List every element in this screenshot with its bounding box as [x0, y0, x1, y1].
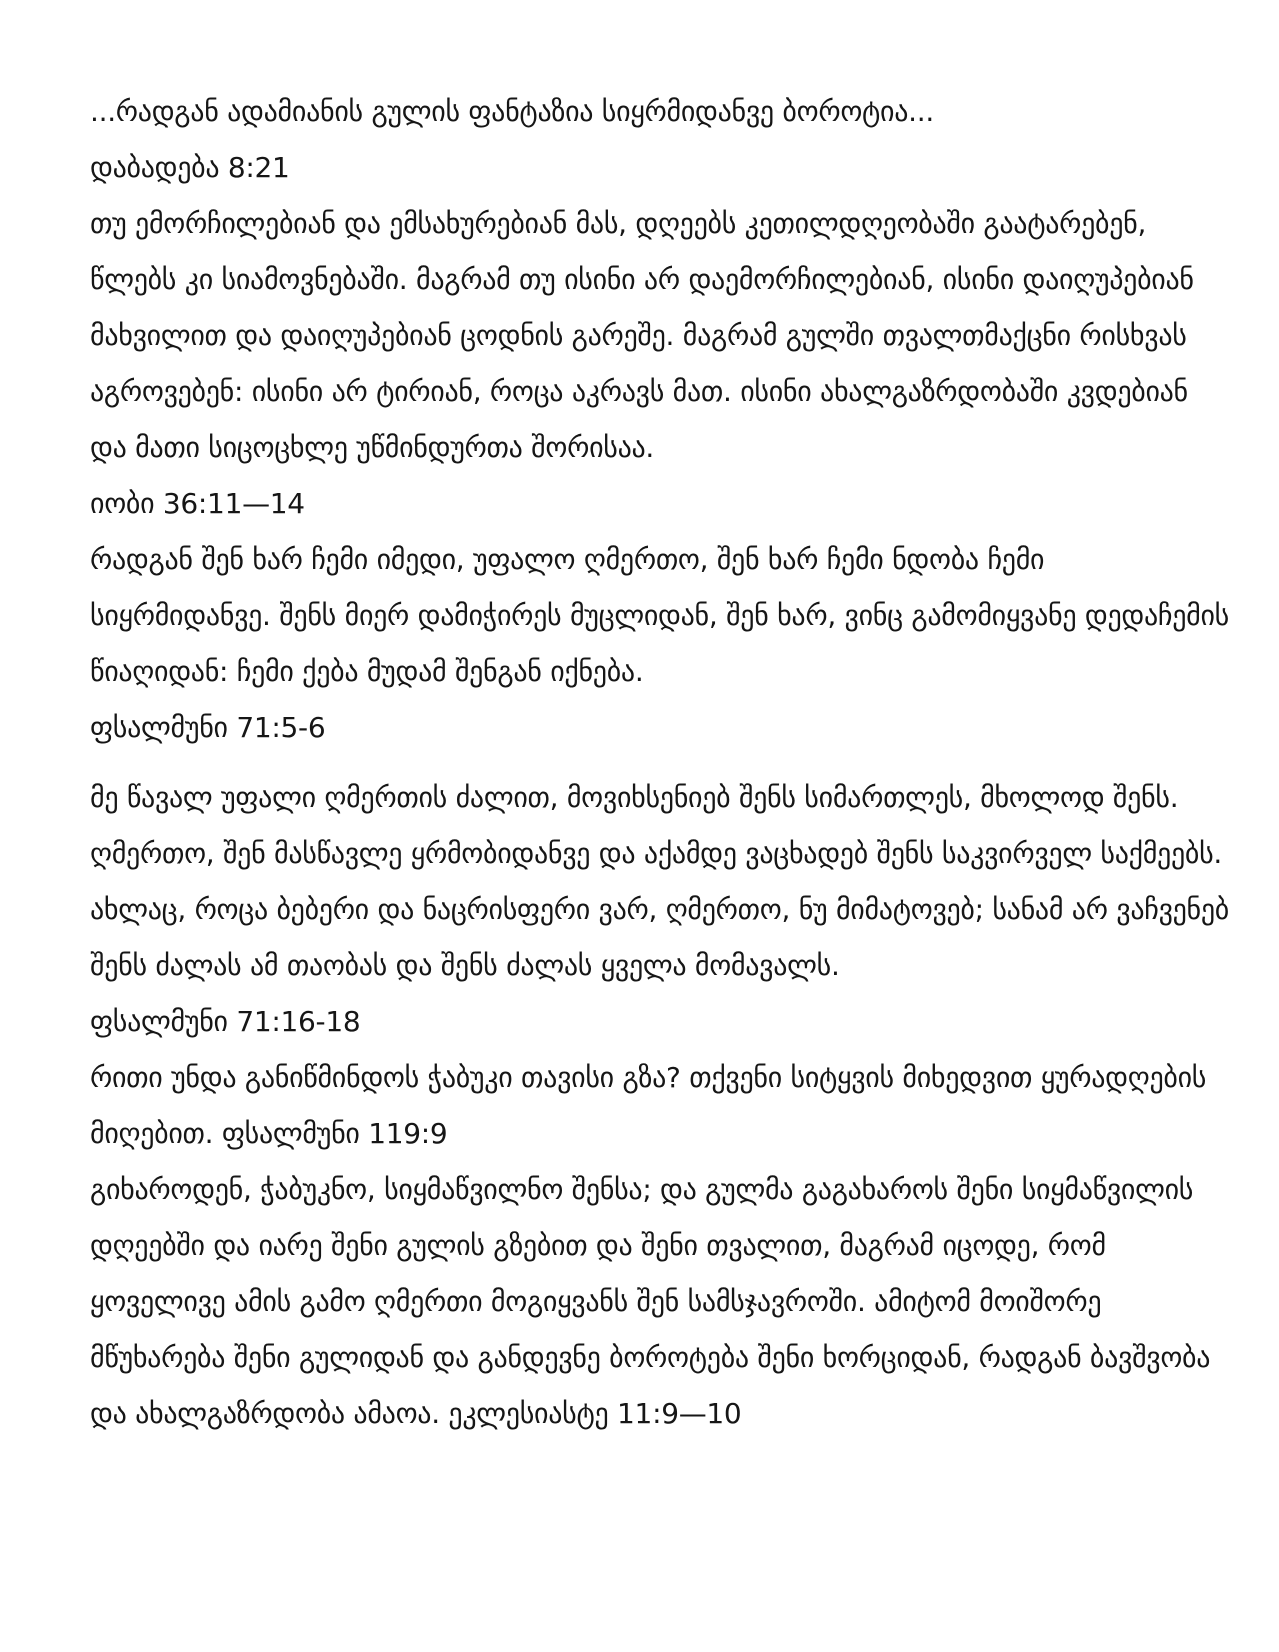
passage-text: გიხაროდენ, ჭაბუკნო, სიყმაწვილნო შენსა; და გულმა გაგახაროს შენი სიყმაწვილის დღეებში და იარე შენი გულის გზებით და შენი თვალით, მაგრამ იცოდე, რომ ყოველივე ამის გამო ღმერთი მოგიყვანს შენ სამსჯავროში. ამიტომ მოიშორე მწუხარება შენი გულიდან და განდევნე ბოროტება შენი ხორციდან, რადგან ბავშვობა და ახალგაზრდობა ამაოა. ეკლესიასტე 11:9—10: [90, 1173, 1211, 1430]
passage-reference: დაბადება 8:21: [90, 151, 290, 184]
passage-text: რითი უნდა განიწმინდოს ჭაბუკი თავისი გზა? თქვენი სიტყვის მიხედვით ყურადღების მიღებით. ფსალმუნი 119:9: [90, 1061, 1207, 1150]
passage-text: ...რადგან ადამიანის გულის ფანტაზია სიყრმიდანვე ბოროტია...: [90, 95, 934, 128]
passage-reference: იობი 36:11—14: [90, 487, 305, 520]
passage-reference: ფსალმუნი 71:16-18: [90, 1005, 361, 1038]
passage-text: რადგან შენ ხარ ჩემი იმედი, უფალო ღმერთო, შენ ხარ ჩემი ნდობა ჩემი სიყრმიდანვე. შენს მიერ დამიჭირეს მუცლიდან, შენ ხარ, ვინც გამომიყვანე დედაჩემის წიაღიდან: ჩემი ქება მუდამ შენგან იქნება.: [90, 543, 1230, 688]
passage-text: თუ ემორჩილებიან და ემსახურებიან მას, დღეებს კეთილდღეობაში გაატარებენ, წლებს კი სიამოვნებაში. მაგრამ თუ ისინი არ დაემორჩილებიან, ისინი დაიღუპებიან მახვილით და დაიღუპებიან ცოდნის გარეშე. მაგრამ გულში თვალთმაქცნი რისხვას აგროვებენ: ისინი არ ტირიან, როცა აკრავს მათ. ისინი ახალგაზრდობაში კვდებიან და მათი სიცოცხლე უწმინდურთა შორისაა.: [90, 207, 1194, 464]
passage-reference: ფსალმუნი 71:5-6: [90, 711, 326, 744]
passage-text: მე წავალ უფალი ღმერთის ძალით, მოვიხსენიებ შენს სიმართლეს, მხოლოდ შენს. ღმერთო, შენ მასწავლე ყრმობიდანვე და აქამდე ვაცხადებ შენს საკვირველ საქმეებს. ახლაც, როცა ბებერი და ნაცრისფერი ვარ, ღმერთო, ნუ მიმატოვებ; სანამ არ ვაჩვენებ შენს ძალას ამ თაობას და შენს ძალას ყველა მომავალს.: [90, 781, 1229, 982]
document-page: [90, 84, 1230, 1442]
